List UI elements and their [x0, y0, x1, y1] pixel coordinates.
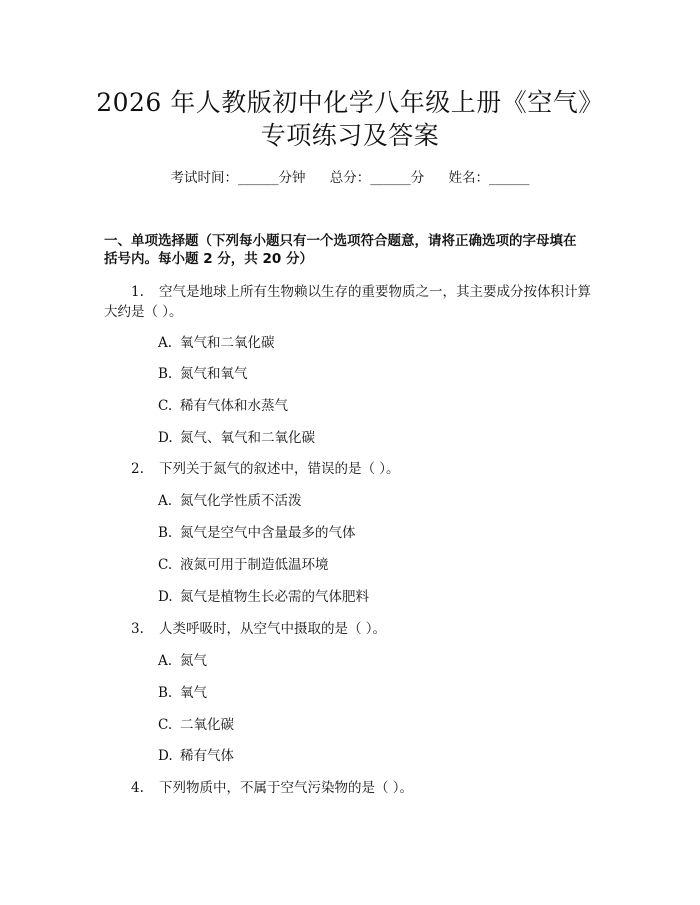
document-title-line2: 专项练习及答案 — [260, 121, 440, 150]
question-3-option-c — [158, 715, 234, 735]
option-letter: B. — [158, 366, 173, 382]
question-2-option-b — [158, 523, 356, 543]
question-4-number: 4. — [131, 780, 144, 796]
total-score-label: 总分： — [329, 170, 371, 186]
option-letter: C. — [158, 557, 173, 573]
option-text: 氮气 — [180, 653, 207, 669]
option-letter: D. — [158, 589, 173, 605]
question-1-stem-line2: 大约是（ ）。 — [104, 304, 183, 320]
option-letter: C. — [158, 717, 173, 733]
exam-time-blank: ______ — [237, 170, 279, 186]
question-3-text: 人类呼吸时，从空气中摄取的是（ ）。 — [159, 621, 387, 637]
option-letter: D. — [158, 430, 173, 446]
question-2-stem — [131, 459, 400, 479]
option-text: 氧气和二氧化碳 — [180, 335, 275, 351]
option-text: 稀有气体和水蒸气 — [180, 398, 288, 414]
question-4-text: 下列物质中，不属于空气污染物的是（ ）。 — [159, 780, 414, 796]
student-name-label: 姓名： — [448, 170, 490, 186]
section-heading-line2: 括号内。每小题 2 分，共 20 分） — [104, 251, 313, 267]
option-text: 液氮可用于制造低温环境 — [180, 557, 329, 573]
option-letter: B. — [158, 685, 173, 701]
option-text: 氮气是空气中含量最多的气体 — [180, 525, 356, 541]
option-letter: A. — [158, 493, 173, 509]
option-letter: A. — [158, 653, 173, 669]
option-text: 氧气 — [180, 685, 207, 701]
option-text: 氮气和氧气 — [180, 366, 248, 382]
option-letter: A. — [158, 335, 173, 351]
question-1-text: 空气是地球上所有生物赖以生存的重要物质之一，其主要成分按体积计算 — [159, 284, 591, 300]
exam-info-line — [0, 168, 700, 188]
exam-time-unit: 分钟 — [278, 170, 306, 186]
option-letter: D. — [158, 748, 173, 764]
option-letter: C. — [158, 398, 173, 414]
student-name-field — [449, 168, 530, 188]
document-title-line1: 2026 年人教版初中化学八年级上册《空气》 — [96, 88, 604, 117]
question-1-option-d — [158, 428, 315, 448]
option-letter: B. — [158, 525, 173, 541]
question-1-option-b — [158, 364, 248, 384]
question-1-option-a — [158, 333, 275, 353]
question-2-option-a — [158, 491, 302, 511]
option-text: 二氧化碳 — [180, 717, 234, 733]
question-1-stem-line1 — [131, 282, 591, 302]
exam-time-label: 考试时间： — [170, 170, 238, 186]
question-3-option-d — [158, 746, 234, 766]
option-text: 氮气是植物生长必需的气体肥料 — [180, 589, 369, 605]
question-2-option-c — [158, 555, 329, 575]
question-3-option-b — [158, 683, 207, 703]
question-3-stem — [131, 619, 386, 639]
question-2-option-d — [158, 587, 369, 607]
question-1-option-c — [158, 396, 288, 416]
question-4-stem — [131, 778, 413, 798]
question-3-number: 3. — [131, 621, 144, 637]
section-heading-line1: 一、单项选择题（下列每小题只有一个选项符合题意，请将正确选项的字母填在 — [104, 233, 577, 249]
total-score-blank: ______ — [370, 170, 411, 186]
option-text: 氮气化学性质不活泼 — [180, 493, 302, 509]
total-score-unit: 分 — [410, 170, 425, 186]
exam-time-field — [170, 168, 305, 188]
question-2-text: 下列关于氮气的叙述中，错误的是（ ）。 — [159, 461, 400, 477]
student-name-blank: ______ — [489, 170, 530, 186]
question-1-number: 1. — [131, 284, 144, 300]
question-2-number: 2. — [131, 461, 144, 477]
total-score-field — [330, 168, 425, 188]
option-text: 稀有气体 — [180, 748, 234, 764]
option-text: 氮气、氧气和二氧化碳 — [180, 430, 315, 446]
question-3-option-a — [158, 651, 207, 671]
